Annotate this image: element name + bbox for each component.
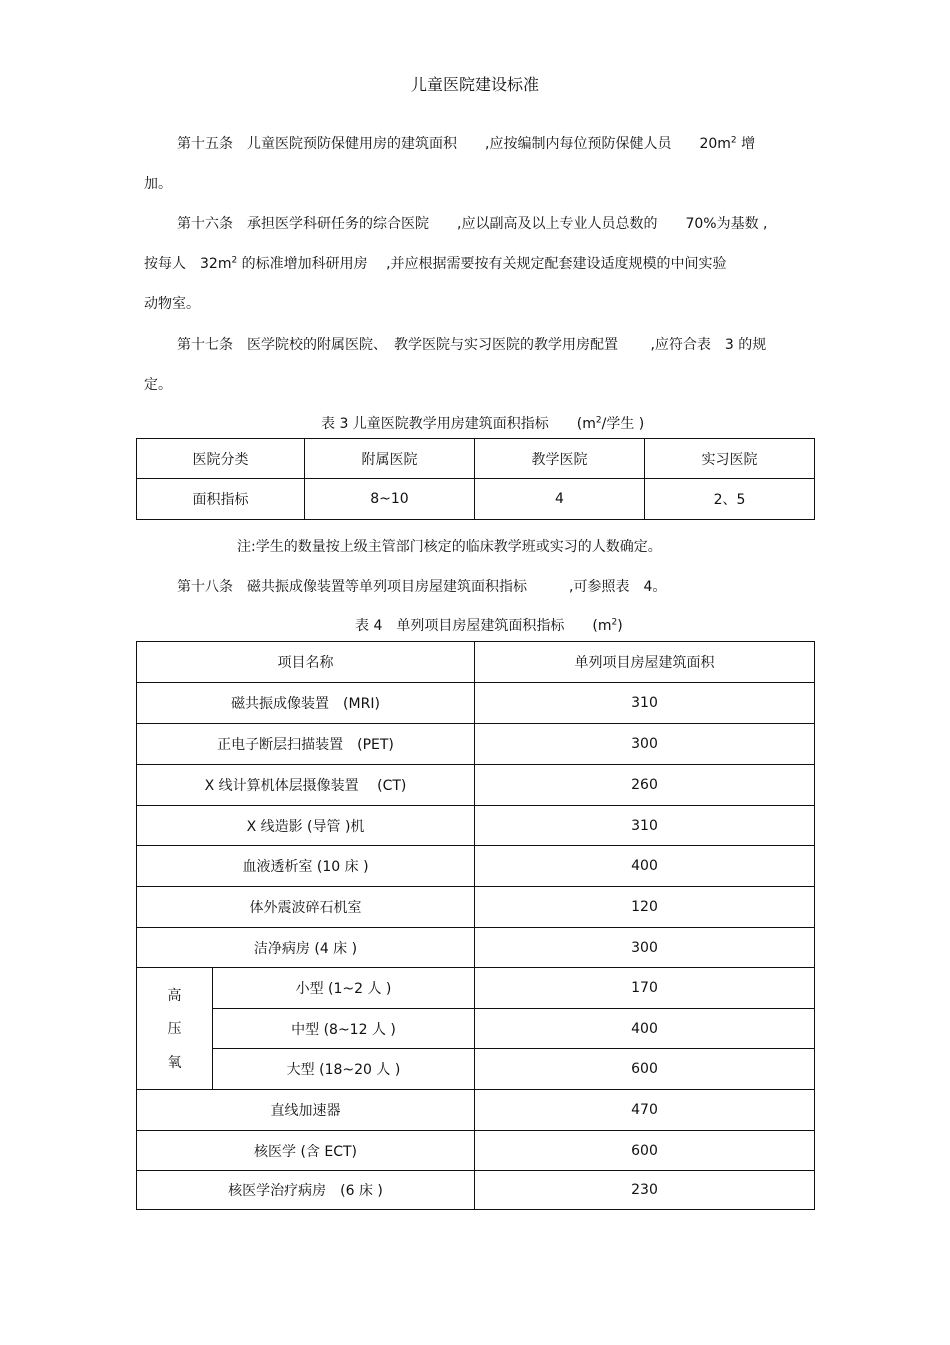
table-4-row (137, 806, 815, 846)
article-15-text-b: 增 (741, 136, 756, 152)
table-4-item-name: 中型 (8~12 人 ) (213, 1009, 475, 1049)
article-15-text-a: 第十五条 儿童医院预防保健用房的建筑面积 ,应按编制内每位预防保健人员 20m (177, 136, 731, 152)
table-4-item-value: 300 (475, 928, 815, 968)
table-4-item-name: 核医学 (含 ECT) (137, 1131, 475, 1171)
table-4-row (137, 683, 815, 724)
table-4-row (137, 724, 815, 765)
table-4-item-value: 310 (475, 683, 815, 724)
article-16-line3: 动物室。 (144, 296, 200, 312)
table-4-item-name: 磁共振成像装置 (MRI) (137, 683, 475, 724)
table-4-item-value: 230 (475, 1171, 815, 1210)
article-15-line1 (177, 133, 755, 153)
table-4-caption (355, 615, 623, 635)
article-15-line2: 加。 (144, 176, 172, 192)
table-3-header-cell: 实习医院 (645, 439, 815, 479)
table-4-header-cell: 项目名称 (137, 642, 475, 683)
table-4-row (137, 1009, 815, 1049)
table-4-caption-sup: 2 (611, 617, 618, 628)
table-4 (136, 641, 815, 1210)
group-label-char: 高 (167, 988, 182, 1005)
table-3-note: 注:学生的数量按上级主管部门核定的临床教学班或实习的人数确定。 (237, 539, 662, 555)
table-4-row (137, 887, 815, 928)
table-3-header-row (137, 439, 815, 479)
table-4-row (137, 1090, 815, 1131)
table-4-item-value: 310 (475, 806, 815, 846)
table-4-row (137, 928, 815, 968)
table-3-cell: 8~10 (305, 479, 475, 520)
table-3-caption-sup: 2 (595, 415, 602, 426)
page-title: 儿童医院建设标准 (410, 75, 539, 94)
article-16-line2 (144, 253, 727, 273)
table-4-item-name: 体外震波碎石机室 (137, 887, 475, 928)
table-4-item-name: X 线计算机体层摄像装置 (CT) (137, 765, 475, 806)
table-4-item-value: 400 (475, 846, 815, 887)
table-4-header-row (137, 642, 815, 683)
table-3 (136, 438, 815, 520)
table-3-header-cell: 附属医院 (305, 439, 475, 479)
table-3-row (137, 479, 815, 520)
table-4-item-name: 小型 (1~2 人 ) (213, 968, 475, 1009)
table-4-item-value: 400 (475, 1009, 815, 1049)
table-3-cell: 面积指标 (137, 479, 305, 520)
table-4-item-value: 600 (475, 1131, 815, 1171)
table-4-item-name: 正电子断层扫描装置 (PET) (137, 724, 475, 765)
table-4-item-value: 120 (475, 887, 815, 928)
article-17-line1: 第十七条 医学院校的附属医院、 教学医院与实习医院的教学用房配置 ,应符合表 3 的规 (177, 337, 767, 353)
table-4-row (137, 1049, 815, 1090)
table-4-item-value: 300 (475, 724, 815, 765)
table-4-row (137, 1171, 815, 1210)
table-4-item-value: 170 (475, 968, 815, 1009)
table-4-item-name: 血液透析室 (10 床 ) (137, 846, 475, 887)
table-3-header-cell: 教学医院 (475, 439, 645, 479)
hyperbaric-oxygen-group-label (137, 968, 213, 1090)
table-3-caption (321, 413, 644, 433)
article-17-line2: 定。 (144, 377, 172, 393)
table-3-caption-a: 表 3 儿童医院教学用房建筑面积指标 (m (321, 416, 596, 432)
article-16-sup: 2 (231, 255, 238, 266)
table-3-caption-b: /学生 ) (601, 416, 645, 432)
table-4-item-name: 洁净病房 (4 床 ) (137, 928, 475, 968)
table-4-item-value: 260 (475, 765, 815, 806)
table-4-item-value: 470 (475, 1090, 815, 1131)
article-16-text-b2: 的标准增加科研用房 ,并应根据需要按有关规定配套建设适度规模的中间实验 (241, 256, 727, 272)
table-3-header-cell: 医院分类 (137, 439, 305, 479)
table-4-caption-a: 表 4 单列项目房屋建筑面积指标 (m (355, 618, 612, 634)
table-3-cell: 4 (475, 479, 645, 520)
table-3-cell: 2、5 (645, 479, 815, 520)
table-4-item-name: 直线加速器 (137, 1090, 475, 1131)
table-4-item-value: 600 (475, 1049, 815, 1090)
table-4-item-name: 大型 (18~20 人 ) (213, 1049, 475, 1090)
group-label-char: 氧 (167, 1054, 182, 1071)
group-label-char: 压 (167, 1021, 182, 1038)
table-4-row (137, 765, 815, 806)
table-4-row (137, 968, 815, 1009)
table-4-header-cell: 单列项目房屋建筑面积 (475, 642, 815, 683)
table-4-item-name: 核医学治疗病房 (6 床 ) (137, 1171, 475, 1210)
table-4-row (137, 1131, 815, 1171)
table-4-row (137, 846, 815, 887)
table-4-caption-b: ) (617, 618, 623, 634)
article-18-line: 第十八条 磁共振成像装置等单列项目房屋建筑面积指标 ,可参照表 4。 (177, 579, 667, 595)
table-4-item-name: X 线造影 (导管 )机 (137, 806, 475, 846)
article-16-line1: 第十六条 承担医学科研任务的综合医院 ,应以副高及以上专业人员总数的 70%为基数 , (177, 216, 768, 232)
article-16-text-b1: 按每人 32m (144, 256, 232, 272)
article-15-sup: 2 (730, 135, 737, 146)
